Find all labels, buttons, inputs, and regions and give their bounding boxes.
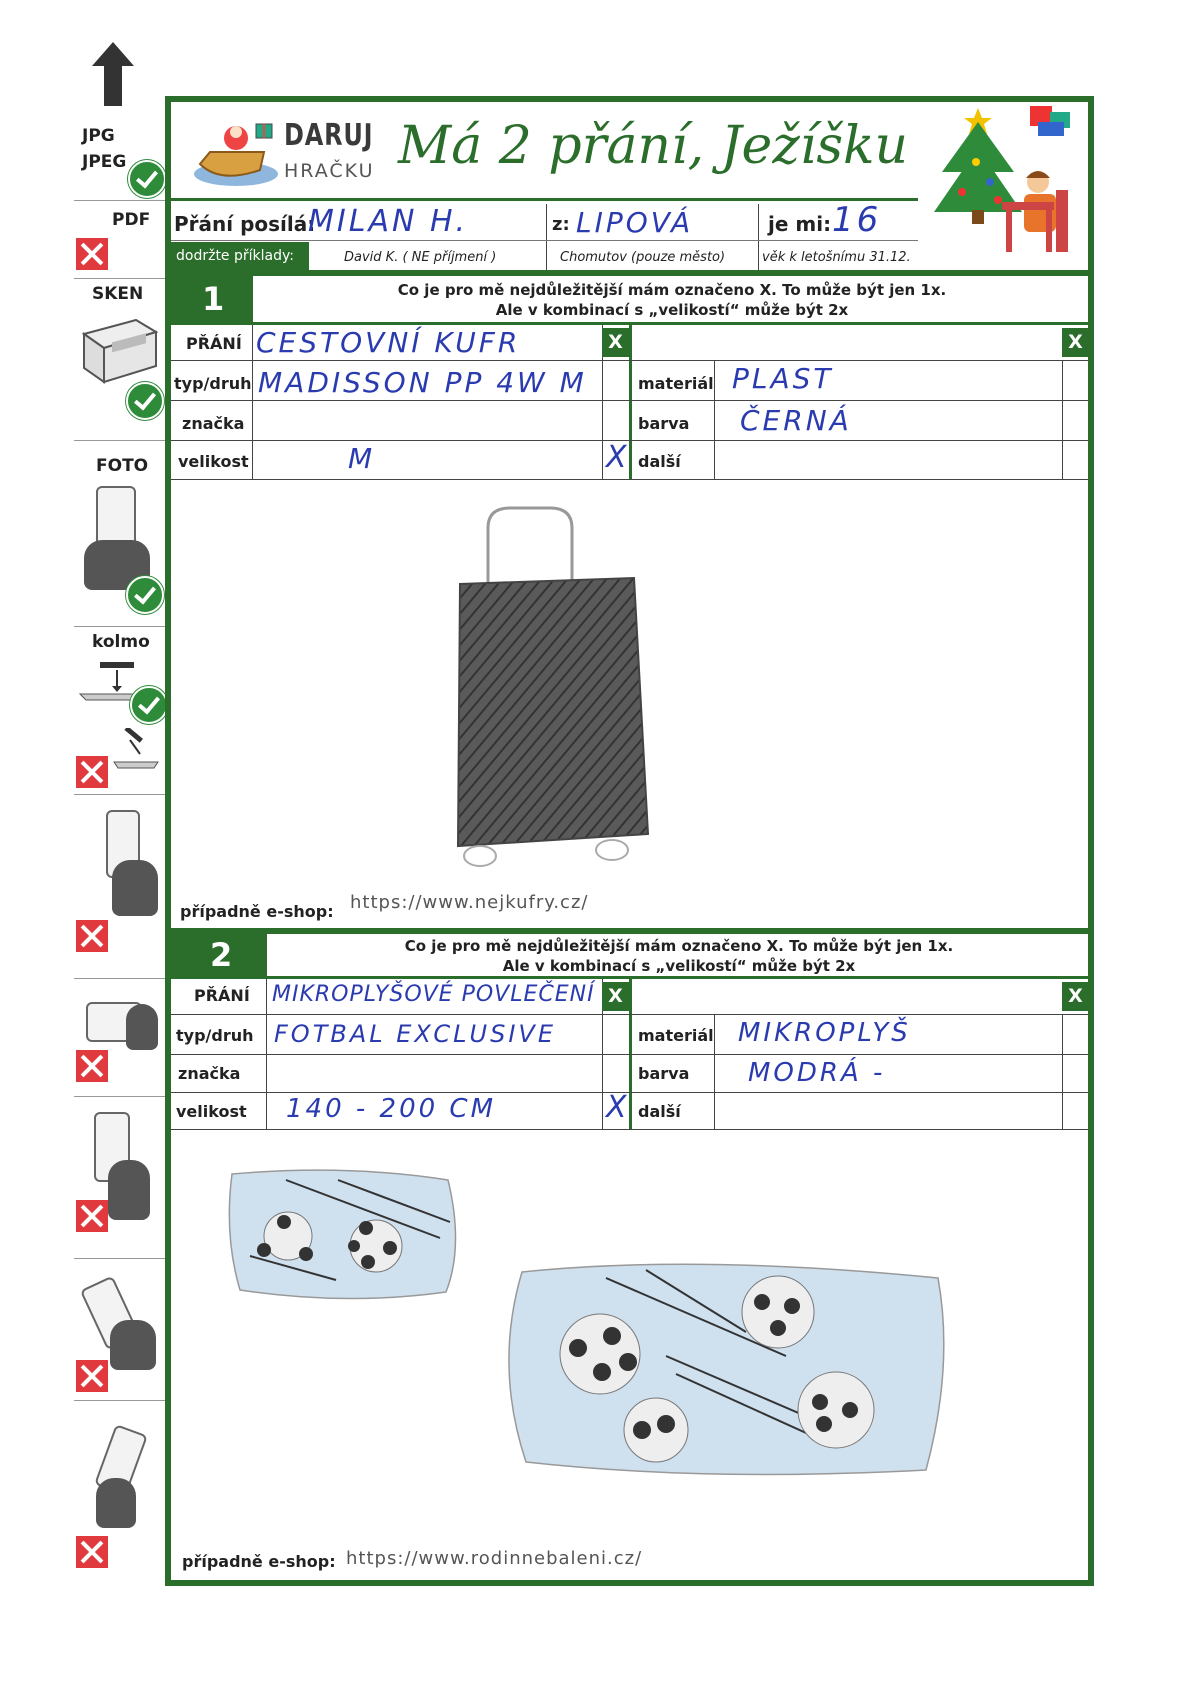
divider	[171, 1129, 1088, 1130]
typ-label: typ/druh	[174, 374, 252, 393]
right-priority-mark: X	[1062, 982, 1089, 1011]
prani-value[interactable]: MIKROPLYŠOVÉ POVLEČENÍ	[272, 982, 595, 1007]
prani-value[interactable]: CESTOVNÍ KUFR	[256, 326, 521, 359]
strip-divider	[74, 978, 166, 979]
eshop-link[interactable]: https://www.rodinnebaleni.cz/	[346, 1548, 643, 1569]
divider	[546, 204, 547, 270]
header-divider	[171, 198, 918, 201]
suitcase-drawing	[440, 496, 680, 876]
divider	[252, 325, 253, 479]
sender-name-value[interactable]: MILAN H.	[308, 204, 469, 239]
wish-note-line-2: Ale v kombinací s „velikostí“ může být 2x	[502, 957, 856, 975]
from-value[interactable]: LIPOVÁ	[576, 206, 694, 239]
bedding-drawing	[226, 1166, 946, 1486]
divider	[171, 240, 918, 241]
dalsi-label: další	[638, 1102, 681, 1121]
wish-note	[256, 280, 1088, 320]
logo-daruj: DARUJ	[284, 118, 374, 153]
divider	[171, 360, 1088, 361]
divider	[714, 360, 715, 479]
perpendicular-label: kolmo	[92, 632, 150, 652]
jpg-ok-check-icon	[128, 160, 166, 198]
velikost-value[interactable]: 140 - 200 CM	[286, 1094, 497, 1124]
divider	[714, 1014, 715, 1129]
typ-label: typ/druh	[176, 1026, 254, 1045]
wish-note-line-1: Co je pro mě nejdůležitější mám označeno X. To může být jen 1x.	[404, 937, 954, 955]
format-jpeg-label: JPEG	[82, 152, 127, 172]
perpendicular-ok-check-icon	[130, 686, 168, 724]
prani-label: PŘÁNÍ	[194, 986, 250, 1005]
divider	[171, 1014, 1088, 1015]
material-value[interactable]: MIKROPLYŠ	[738, 1018, 911, 1048]
barva-label: barva	[638, 1064, 690, 1083]
santa-sleigh-logo-icon	[190, 112, 282, 192]
not-allowed-cross-icon	[76, 1200, 108, 1232]
scan-ok-check-icon	[126, 382, 164, 420]
wish-number: 2	[210, 936, 233, 974]
pdf-not-allowed-cross-icon	[76, 238, 108, 270]
not-allowed-cross-icon	[76, 1536, 108, 1568]
material-label: materiál	[638, 1026, 714, 1045]
example-age: věk k letošnímu 31.12.	[762, 250, 911, 265]
divider	[171, 400, 1088, 401]
sender-label: Přání posílá:	[174, 212, 316, 236]
age-value[interactable]: 16	[832, 200, 882, 240]
photo-ok-check-icon	[126, 576, 164, 614]
right-priority-mark: X	[1062, 328, 1089, 357]
barva-value[interactable]: ČERNÁ	[740, 404, 852, 437]
not-allowed-cross-icon	[76, 1360, 108, 1392]
divider	[1062, 360, 1063, 479]
velikost-value[interactable]: M	[348, 442, 376, 475]
strip-divider	[74, 200, 166, 201]
section-divider	[171, 270, 1088, 276]
from-label: z:	[552, 214, 570, 235]
scanner-icon	[76, 312, 160, 390]
section-divider	[171, 928, 1088, 934]
example-city: Chomutov (pouze město)	[560, 250, 726, 265]
form-title: Má 2 přání, Ježíšku	[398, 116, 909, 176]
strip-divider	[74, 278, 166, 279]
prani-label: PŘÁNÍ	[186, 334, 242, 353]
material-label: materiál	[638, 374, 714, 393]
example-name: David K. ( NE příjmení )	[344, 250, 497, 265]
not-allowed-cross-icon	[76, 1050, 108, 1082]
hand-icon	[110, 1320, 156, 1370]
format-jpg-label: JPG	[82, 126, 115, 146]
wish-note-line-2: Ale v kombinací s „velikostí“ může být 2x	[495, 301, 849, 319]
znacka-label: značka	[178, 1064, 241, 1083]
eshop-label: případně e-shop:	[180, 902, 334, 921]
velikost-priority-mark: X	[606, 1090, 630, 1125]
typ-value[interactable]: FOTBAL EXCLUSIVE	[274, 1020, 557, 1048]
divider	[758, 204, 759, 270]
hand-icon	[112, 860, 158, 916]
logo-hracku: HRAČKU	[284, 160, 375, 182]
barva-value[interactable]: MODRÁ -	[748, 1058, 886, 1088]
hand-icon	[108, 1160, 150, 1220]
examples-label: dodržte příklady:	[176, 248, 294, 264]
divider	[171, 1054, 1088, 1055]
eshop-label: případně e-shop:	[182, 1552, 336, 1571]
scan-label: SKEN	[92, 284, 144, 304]
wish-note-line-1: Co je pro mě nejdůležitější mám označeno X. To může být jen 1x.	[397, 281, 947, 299]
angled-photo-icon	[110, 728, 160, 772]
typ-value[interactable]: MADISSON PP 4W M	[258, 366, 587, 399]
hand-icon	[126, 1004, 158, 1050]
strip-divider	[74, 440, 166, 441]
strip-divider	[74, 1096, 166, 1097]
material-value[interactable]: PLAST	[732, 362, 834, 395]
wish-number: 1	[202, 280, 225, 318]
velikost-priority-mark: X	[606, 440, 630, 475]
prani-priority-mark: X	[602, 982, 629, 1011]
age-label: je mi:	[768, 212, 832, 236]
dalsi-label: další	[638, 452, 681, 471]
wish-note	[270, 936, 1088, 976]
format-pdf-label: PDF	[112, 210, 151, 230]
velikost-label: velikost	[178, 452, 249, 471]
strip-divider	[74, 1400, 166, 1401]
znacka-label: značka	[182, 414, 245, 433]
hand-icon	[96, 1478, 136, 1528]
divider	[1062, 1014, 1063, 1129]
velikost-label: velikost	[176, 1102, 247, 1121]
barva-label: barva	[638, 414, 690, 433]
strip-divider	[74, 794, 166, 795]
eshop-link[interactable]: https://www.nejkufry.cz/	[350, 892, 589, 913]
strip-divider	[74, 1258, 166, 1259]
divider	[171, 479, 1088, 480]
up-arrow-icon	[92, 42, 134, 106]
photo-label: FOTO	[96, 456, 149, 476]
angled-not-allowed-cross-icon	[76, 756, 108, 788]
strip-divider	[74, 626, 166, 627]
prani-priority-mark: X	[602, 328, 629, 357]
not-allowed-cross-icon	[76, 920, 108, 952]
christmas-tree-icon	[932, 102, 1082, 270]
